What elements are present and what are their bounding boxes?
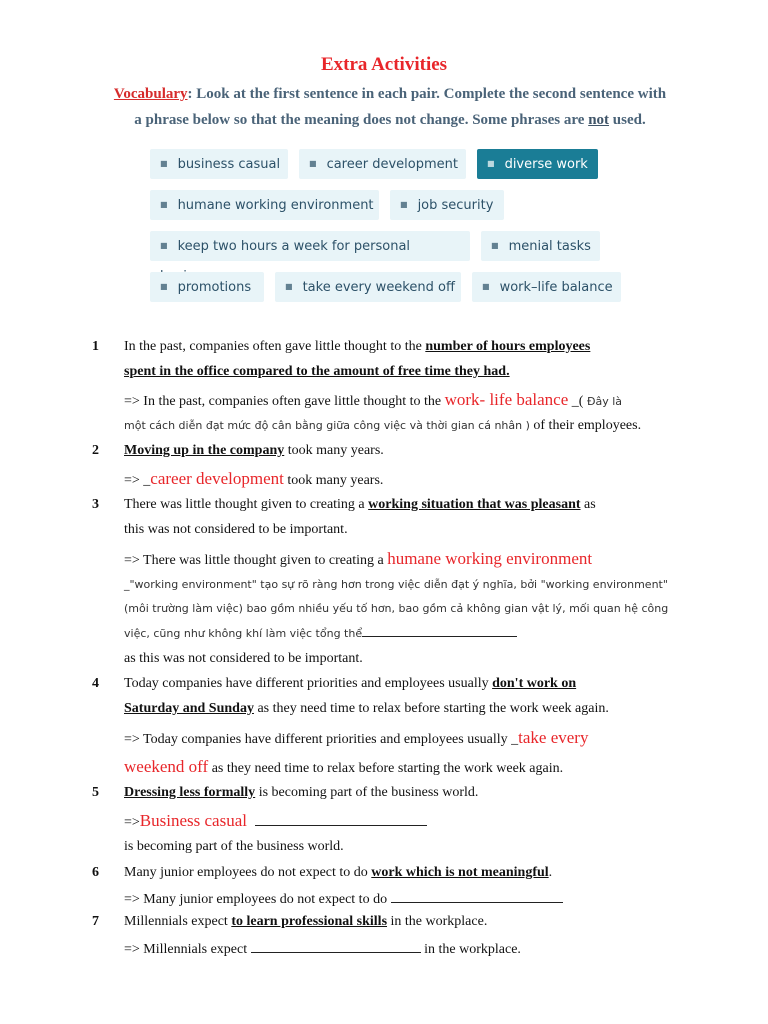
answer-blank[interactable] bbox=[391, 890, 563, 903]
bullet-icon: ■ bbox=[487, 159, 495, 168]
phrase-label: take every weekend off bbox=[302, 280, 455, 295]
q6-text: Many junior employees do not expect to do bbox=[124, 865, 372, 880]
bullet-icon: ■ bbox=[285, 282, 293, 291]
q3-sentence-line-2 bbox=[124, 522, 348, 538]
phrase-chip-business-casual[interactable] bbox=[150, 149, 288, 179]
q7-text: Millennials expect bbox=[124, 914, 232, 929]
q1-answer-prefix: => In the past, companies often gave little thought to the bbox=[124, 394, 445, 409]
question-number: 2 bbox=[92, 443, 99, 458]
q2-answer-suffix: took many years. bbox=[283, 473, 384, 488]
q4-answer-cont[interactable]: weekend off bbox=[124, 757, 209, 776]
q1-key-phrase-cont: spent in the office compared to the amount of free time they had. bbox=[124, 364, 510, 379]
q4-key-phrase-cont: Saturday and Sunday bbox=[124, 701, 254, 716]
q5-answer-prefix: => bbox=[124, 815, 140, 830]
page-title: Extra Activities bbox=[320, 54, 448, 75]
q1-sentence-line-1 bbox=[124, 339, 590, 355]
q3-answer-prefix: => There was little thought given to creating a bbox=[124, 553, 388, 568]
q5-answer[interactable]: Business casual bbox=[139, 811, 247, 830]
phrase-label: promotions bbox=[177, 280, 252, 295]
question-number: 6 bbox=[92, 865, 99, 880]
q7-answer-line-1 bbox=[124, 940, 521, 958]
answer-blank[interactable] bbox=[362, 624, 517, 637]
q4-text: Today companies have different priorities and employees usually bbox=[124, 676, 493, 691]
q6-text-end: . bbox=[548, 865, 553, 880]
phrase-label: business casual bbox=[177, 157, 281, 172]
question-number: 5 bbox=[92, 785, 99, 800]
q5-text: is becoming part of the business world. bbox=[255, 785, 479, 800]
question-number: 7 bbox=[92, 914, 99, 929]
q4-sentence-line-1 bbox=[124, 676, 576, 692]
phrase-chip-career-development[interactable] bbox=[299, 149, 466, 179]
q7-text-end: in the workplace. bbox=[387, 914, 488, 929]
q3-note-line-2: (môi trường làm việc) bao gồm nhiều yếu tố hơn, bao gồm cả không gian vật lý, mối quan hệ công bbox=[124, 602, 669, 615]
q4-answer[interactable]: take every bbox=[518, 728, 589, 747]
phrase-label: work–life balance bbox=[499, 280, 613, 295]
q2-answer[interactable]: career development bbox=[150, 469, 284, 488]
phrase-label: humane working environment bbox=[177, 198, 374, 213]
instructions-line-1 bbox=[60, 86, 720, 103]
bullet-icon: ■ bbox=[160, 241, 168, 250]
q3-note-line-1: _"working environment" tạo sự rõ ràng hơn trong việc diễn đạt ý nghĩa, bởi "working environment" bbox=[124, 578, 668, 591]
q6-sentence-line-1 bbox=[124, 865, 552, 881]
q3-text-cont: this was not considered to be important. bbox=[124, 522, 348, 537]
phrase-label: diverse work bbox=[504, 157, 588, 172]
q3-text: There was little thought given to creating a bbox=[124, 497, 369, 512]
phrase-chip-promotions[interactable] bbox=[150, 272, 264, 302]
q7-key-phrase: to learn professional skills bbox=[231, 914, 388, 929]
q2-text: took many years. bbox=[284, 443, 384, 458]
bullet-icon: ■ bbox=[160, 200, 168, 209]
question-number: 3 bbox=[92, 497, 99, 512]
vocabulary-label: Vocabulary bbox=[113, 86, 188, 102]
q3-answer-suffix: as this was not considered to be important. bbox=[124, 651, 363, 666]
q4-answer-prefix: => Today companies have different priorities and employees usually _ bbox=[124, 732, 519, 747]
q2-key-phrase: Moving up in the company bbox=[124, 443, 285, 458]
q6-answer-line-1 bbox=[124, 890, 563, 908]
q5-sentence-line-1 bbox=[124, 785, 478, 801]
phrase-chip-keep-two-hours[interactable] bbox=[150, 231, 470, 261]
bullet-icon: ■ bbox=[491, 241, 499, 250]
q3-note-cont: việc, cũng như không khí làm việc tổng thể bbox=[124, 627, 363, 640]
question-number: 4 bbox=[92, 676, 99, 691]
q6-key-phrase: work which is not meaningful bbox=[371, 865, 549, 880]
q1-answer[interactable]: work- life balance bbox=[444, 390, 569, 409]
q3-note-line-3 bbox=[124, 624, 517, 642]
q3-answer-line-2 bbox=[124, 651, 363, 667]
instructions-text-2b: used. bbox=[609, 112, 646, 128]
q1-text: In the past, companies often gave little thought to the bbox=[124, 339, 426, 354]
q1-answer-line-1 bbox=[124, 390, 622, 410]
q4-answer-line-2 bbox=[124, 757, 563, 777]
bullet-icon: ■ bbox=[482, 282, 490, 291]
q3-sentence-line-1 bbox=[124, 497, 596, 513]
phrase-chip-work-life-balance[interactable] bbox=[472, 272, 621, 302]
q4-answer-suffix: as they need time to relax before starting the work week again. bbox=[208, 761, 564, 776]
q7-answer-prefix: => Millennials expect bbox=[124, 942, 251, 957]
instructions-text-1: : Look at the first sentence in each pair. Complete the second sentence with bbox=[187, 86, 667, 102]
q4-text-cont: as they need time to relax before starting the work week again. bbox=[253, 701, 609, 716]
q3-answer[interactable]: humane working environment bbox=[387, 549, 593, 568]
question-number: 1 bbox=[92, 339, 99, 354]
q5-answer-suffix: is becoming part of the business world. bbox=[124, 839, 344, 854]
answer-blank[interactable] bbox=[255, 813, 427, 826]
bullet-icon: ■ bbox=[160, 282, 168, 291]
q5-answer-line-1 bbox=[124, 811, 427, 831]
phrase-label: career development bbox=[326, 157, 458, 172]
phrase-label: keep two hours a week for personal bbox=[177, 239, 411, 254]
q2-answer-line-1 bbox=[124, 469, 383, 489]
q5-answer-line-2 bbox=[124, 839, 344, 855]
q1-sentence-line-2 bbox=[124, 364, 510, 380]
q1-key-phrase: number of hours employees bbox=[425, 339, 591, 354]
phrase-chip-menial-tasks[interactable] bbox=[481, 231, 600, 261]
bullet-icon: ■ bbox=[160, 159, 168, 168]
bullet-icon: ■ bbox=[309, 159, 317, 168]
phrase-chip-job-security[interactable] bbox=[390, 190, 504, 220]
q3-key-phrase: working situation that was pleasant bbox=[368, 497, 581, 512]
phrase-chip-take-every-weekend-off[interactable] bbox=[275, 272, 461, 302]
q1-answer-mid: _( bbox=[568, 394, 587, 409]
q4-key-phrase: don't work on bbox=[492, 676, 577, 691]
q7-sentence-line-1 bbox=[124, 914, 487, 930]
q3-text-end: as bbox=[580, 497, 596, 512]
q4-answer-line-1 bbox=[124, 728, 588, 748]
instructions-line-2 bbox=[60, 112, 720, 129]
q2-answer-prefix: => _ bbox=[124, 473, 151, 488]
answer-blank[interactable] bbox=[251, 940, 421, 953]
q1-note-cont: một cách diễn đạt mức độ cân bằng giữa công việc và thời gian cá nhân ) bbox=[124, 419, 530, 432]
phrase-label: job security bbox=[417, 198, 494, 213]
q5-key-phrase: Dressing less formally bbox=[124, 785, 256, 800]
phrase-label: menial tasks bbox=[508, 239, 591, 254]
q3-answer-line-1 bbox=[124, 549, 592, 569]
phrase-chip-humane-working-environment[interactable] bbox=[150, 190, 379, 220]
q2-sentence-line-1 bbox=[124, 443, 384, 459]
instructions-not: not bbox=[588, 112, 610, 128]
phrase-chip-diverse-work[interactable] bbox=[477, 149, 598, 179]
q1-note: Đây là bbox=[586, 395, 623, 408]
q1-answer-suffix: of their employees. bbox=[529, 418, 642, 433]
q4-sentence-line-2 bbox=[124, 701, 609, 717]
instructions-text-2a: a phrase below so that the meaning does not change. Some phrases are bbox=[134, 112, 589, 128]
q7-answer-suffix: in the workplace. bbox=[420, 942, 521, 957]
q6-answer-prefix: => Many junior employees do not expect to do bbox=[124, 892, 391, 907]
bullet-icon: ■ bbox=[400, 200, 408, 209]
q1-answer-line-2 bbox=[124, 418, 641, 434]
